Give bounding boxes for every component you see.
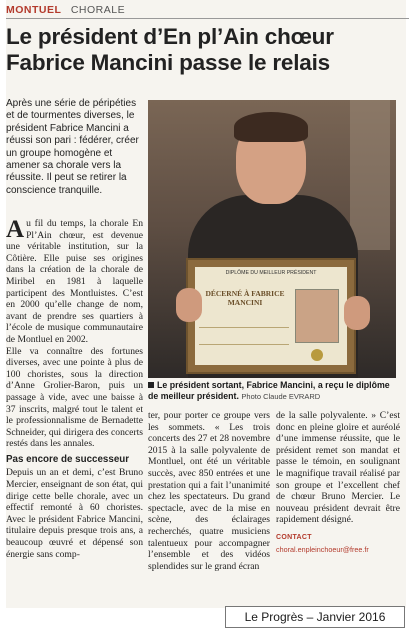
contact-email: choral.enpleinchoeur@free.fr [276,544,369,554]
diploma-portrait [295,289,339,343]
article-column-2 [148,410,270,572]
photo-credit: Photo Claude EVRARD [241,391,321,401]
section-kicker [6,4,125,16]
section-category: CHORALE [70,4,126,16]
standfirst: Après une série de péripéties et de tourmentes diverses, le président Fabrice Mancini a réussi son pari : fédérer, créer un groupe homogène et amener sa chorale vers la réussite. Il peut se retirer la conscience tranquille. [6,98,139,196]
diploma-paper [195,267,347,365]
paragraph-1-text: u fil du temps, la chorale En Pl’Ain chœur, est devenue une véritable institution, sur la Côtière. Elle puise ses origines dans la création de la chorale de Miribel en 1981 à laquelle participent des Montluistes. C’est en 2000 qu’elle change de nom, avant de prendre ses quartiers à l’école de musique communautaire de Montluel en 2002. [6,218,143,345]
diploma-title: DIPLÔME DU MEILLEUR PRÉSIDENT [225,270,317,276]
source-label: Le Progrès – Janvier 2016 [225,606,405,628]
section-name: MONTUEL [6,4,62,16]
photo-caption [148,380,400,403]
right-hand [344,296,370,330]
drop-cap: A [6,216,25,243]
paragraph-4: ter, pour porter ce groupe vers les sommets. « Les trois concerts des 27 et 28 novembre 2015 à la salle polyvalente de Montluel, ont été un véritable succès, avec 850 entrées et une prestation qui a fait l’unanimité chez les spectateurs. Du grand spectacle, avec de la mise en scène, des éclairages recherchés, quatre musiciens talentueux pour accompagner l’ensemble et des vidéos splendides sur le grand écran [148,410,270,572]
diploma-text: DÉCERNÉ À FABRICE MANCINI [205,289,285,307]
article-photo [148,100,396,378]
diploma-frame [186,258,356,374]
left-hand [176,288,202,322]
paragraph-3: Depuis un an et demi, c’est Bruno Mercier, enseignant de son état, qui dirige cette belle chorale, avec un effectif remonté à 60 choristes. Avec le président Fabrice Mancini, titulaire depuis presque trois ans, a beaucoup œuvré et dépensé son énergie sans comp- [6,467,143,560]
photo-window [350,100,390,250]
paragraph-5: de la salle polyvalente. » C’est donc en pleine gloire et auréolé d’une immense réussite, que le président remet son mandat et passe le témoin, en soulignant le magnifique travail réalisé par son groupe et l’excellent chef de chœur Bruno Mercier. Le nouveau président devrait être rapidement désigné. [276,410,400,526]
photo-person-hair [234,112,308,142]
contact-label: CONTACT [276,533,312,541]
diploma-seal-icon [311,349,323,361]
headline: Le président d’En pl’Ain chœur Fabrice Mancini passe le relais [6,24,334,75]
paragraph-2: Elle va connaître des fortunes diverses, avec une pointe à plus de 100 choristes, sous la direction d’Anne Grolier-Baron, puis un passage à vide, avec une baisse à 37 inscrits, malgré tout le talent et le professionnalisme de Bernadette Schneider, qui dirigera des concerts restés dans les annales. [6,345,143,450]
caption-bullet-icon [148,382,154,388]
article-column-3 [276,410,400,555]
caption-text: Le président sortant, Fabrice Mancini, a reçu le diplôme de meilleur président. [148,380,390,401]
subheading: Pas encore de successeur [6,453,130,465]
paragraph-1 [6,218,143,346]
article-column-1 [6,218,143,560]
diploma-small-print [199,327,289,345]
header-rule [6,18,409,19]
